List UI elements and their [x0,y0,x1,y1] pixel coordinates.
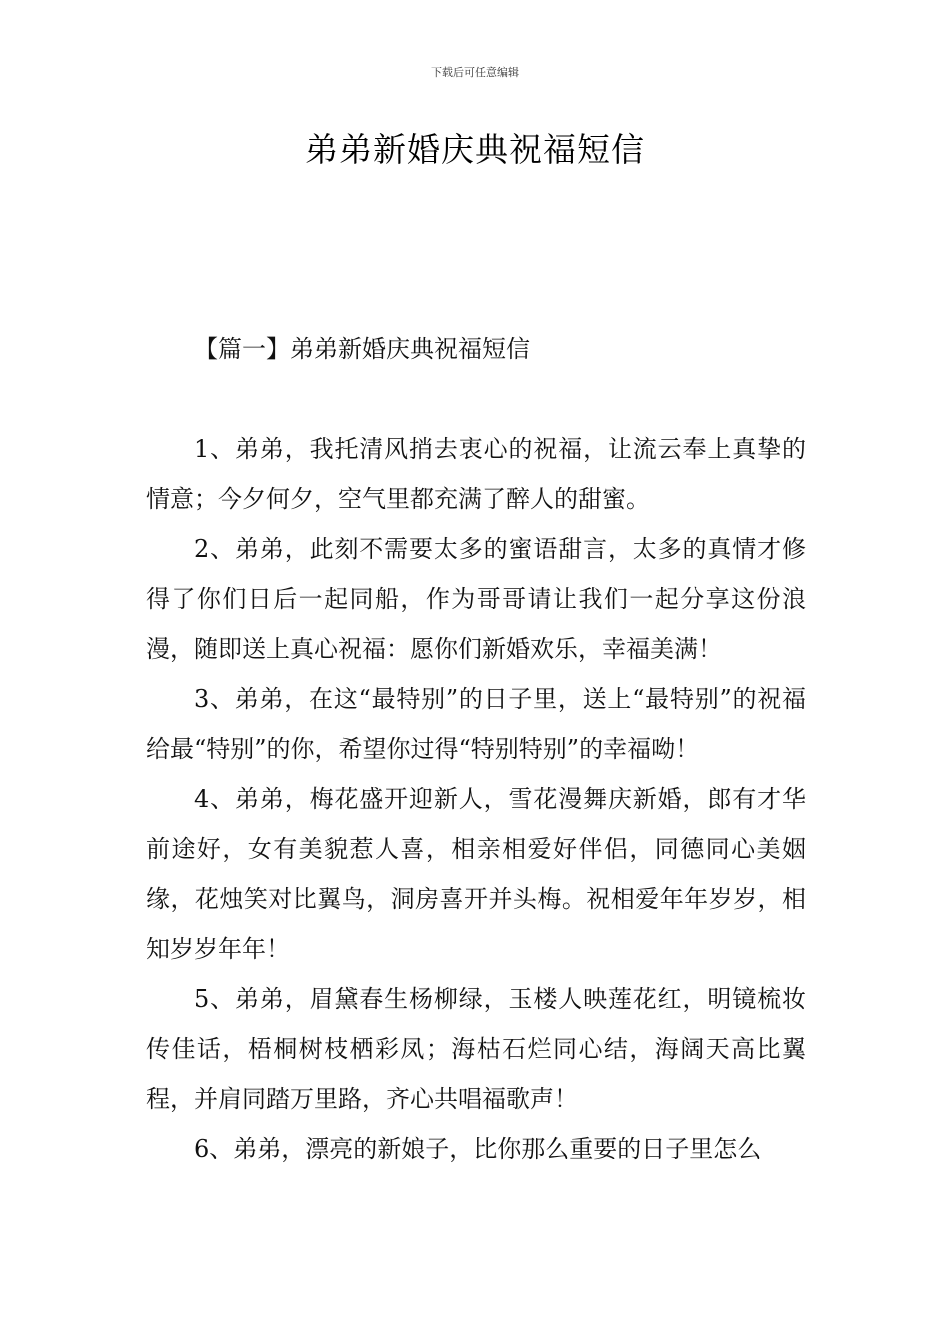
paragraph-3: 3、弟弟，在这“最特别”的日子里，送上“最特别”的祝福给最“特别”的你，希望你过得“特别特别”的幸福呦！ [146,685,806,763]
header-note: 下载后可任意编辑 [431,66,519,79]
document-title: 弟弟新婚庆典祝福短信 [305,130,645,169]
paragraph-4: 4、弟弟，梅花盛开迎新人，雪花漫舞庆新婚，郎有才华前途好，女有美貌惹人喜，相亲相爱好伴侣，同德同心美姻缘，花烛笑对比翼鸟，洞房喜开并头梅。祝相爱年年岁岁，相知岁岁年年！ [146,785,806,963]
paragraph-2: 2、弟弟，此刻不需要太多的蜜语甜言，太多的真情才修得了你们日后一起同船，作为哥哥请让我们一起分享这份浪漫，随即送上真心祝福：愿你们新婚欢乐，幸福美满！ [146,535,806,663]
body-text [146,424,806,1174]
paragraph-6: 6、弟弟，漂亮的新娘子，比你那么重要的日子里怎么 [194,1135,762,1163]
section-heading: 【篇一】弟弟新婚庆典祝福短信 [194,335,530,363]
paragraph-1: 1、弟弟，我托清风捎去衷心的祝福，让流云奉上真挚的情意；今夕何夕，空气里都充满了醉人的甜蜜。 [146,435,806,513]
paragraph-5: 5、弟弟，眉黛春生杨柳绿，玉楼人映莲花红，明镜梳妆传佳话，梧桐树枝栖彩凤；海枯石烂同心结，海阔天高比翼程，并肩同踏万里路，齐心共唱福歌声！ [146,985,806,1113]
